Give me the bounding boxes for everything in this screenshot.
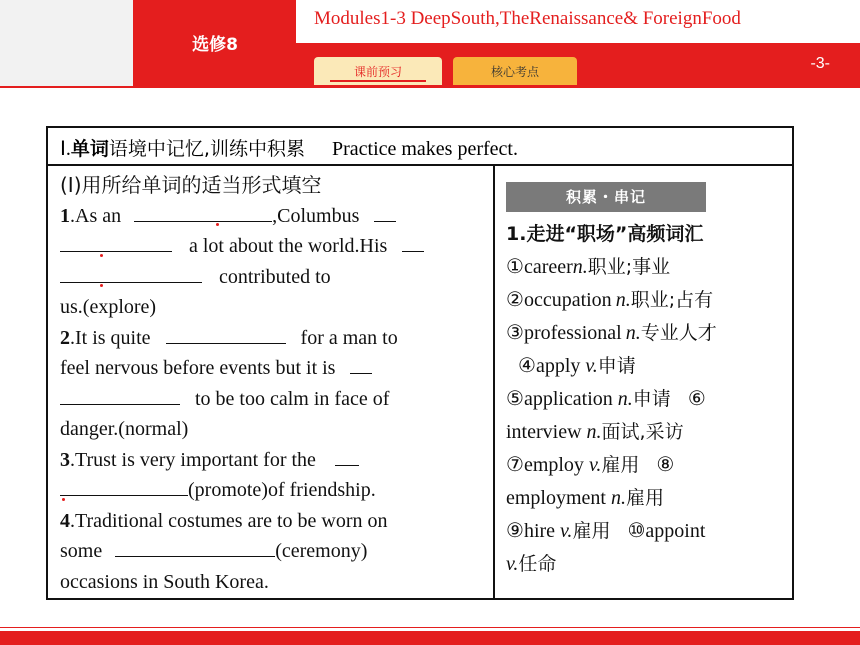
tab-core-points[interactable]	[453, 57, 577, 85]
question-4	[60, 506, 488, 598]
q2-text-c: feel nervous before events but it is	[60, 357, 336, 379]
content-box	[46, 126, 794, 600]
q4-blank[interactable]	[115, 536, 275, 557]
q1-blank-1[interactable]	[134, 201, 272, 222]
q4-text-b: some	[60, 540, 103, 562]
answer-dot	[100, 254, 103, 257]
answer-dot	[62, 498, 65, 501]
vocab-item: ③professional n.专业人才	[506, 322, 717, 344]
q2-blank-1[interactable]	[166, 323, 286, 344]
q2-text-a: .It is quite	[70, 326, 151, 349]
header-divider	[0, 86, 860, 88]
vocab-item: ②occupation n.职业;占有	[506, 289, 714, 311]
header-roman: Ⅰ.	[60, 138, 71, 160]
q2-text-d: to be too calm in face of	[195, 387, 390, 410]
tab-preview-label: 课前预习	[353, 64, 402, 79]
q1-text-e: us.(explore)	[60, 296, 157, 318]
vocab-item: ⑥ interview n.面试,采访	[506, 388, 706, 443]
section-title: (Ⅰ)用所给单词的适当形式填空	[60, 173, 322, 197]
column-divider	[493, 166, 495, 598]
course-label: 选修8	[192, 35, 238, 55]
tab-core-points-label: 核心考点	[490, 64, 539, 79]
active-tab-underline	[330, 80, 426, 82]
question-2	[60, 323, 488, 445]
q1-text-a: .As an	[70, 204, 122, 227]
q1-blank-2a[interactable]	[374, 201, 396, 222]
vocab-item: ⑨hire v.雇用	[506, 520, 611, 542]
q1-text-d: contributed to	[219, 265, 331, 288]
q1-blank-3b[interactable]	[60, 262, 202, 283]
vocab-column	[506, 182, 786, 581]
q4-number: 4	[60, 509, 70, 532]
q4-text-c: (ceremony)	[275, 540, 368, 562]
q1-text-b: ,Columbus	[272, 204, 360, 227]
box-header	[48, 128, 792, 166]
q1-blank-2b[interactable]	[60, 231, 172, 252]
answer-dot	[100, 284, 103, 287]
q2-blank-2a[interactable]	[350, 353, 372, 374]
vocab-item: ⑦employ v.雇用	[506, 454, 640, 476]
header-en: Practice makes perfect.	[331, 138, 518, 160]
page-number: -3-	[810, 55, 830, 72]
q3-text-a: .Trust is very important for the	[70, 448, 316, 471]
q2-text-e: danger.(normal)	[60, 418, 189, 440]
answer-dot	[216, 223, 219, 226]
q2-number: 2	[60, 326, 70, 349]
header-bold: 单词	[70, 138, 109, 160]
question-1	[60, 201, 488, 323]
question-3	[60, 445, 488, 506]
q4-text-a: .Traditional costumes are to be worn on	[70, 509, 388, 532]
vocab-list	[506, 251, 786, 581]
accumulate-banner: 积累・串记	[506, 182, 706, 212]
footer-bar	[0, 631, 860, 645]
q2-blank-2b[interactable]	[60, 384, 180, 405]
q3-blank-b[interactable]	[60, 475, 188, 496]
q3-number: 3	[60, 448, 70, 471]
header-left-panel	[0, 0, 133, 86]
footer-line	[0, 627, 860, 628]
q1-text-c: a lot about the world.His	[189, 235, 388, 257]
header-cn: 语境中记忆,训练中积累	[108, 138, 305, 160]
vocab-item: ⑧ employment n.雇用	[506, 454, 675, 509]
q2-text-b: for a man to	[300, 326, 398, 349]
q4-text-d: occasions in South Korea.	[60, 570, 269, 593]
q3-blank-a[interactable]	[335, 445, 359, 466]
q1-blank-3a[interactable]	[402, 231, 424, 252]
vocab-item: ⑤application n.申请	[506, 388, 671, 410]
q1-number: 1	[60, 204, 70, 227]
vocab-item: ⑩appoint v.任命	[506, 520, 706, 575]
q3-text-b: (promote)of friendship.	[188, 479, 376, 501]
exercise-column	[60, 170, 488, 597]
vocab-item: ④apply v.申请	[518, 355, 636, 377]
vocab-item: ①careern.职业;事业	[506, 256, 671, 278]
page-title: Modules1-3 DeepSouth,TheRenaissance& ForeignFood	[314, 8, 741, 29]
vocab-heading: 1.走进“职场”高频词汇	[506, 223, 704, 245]
